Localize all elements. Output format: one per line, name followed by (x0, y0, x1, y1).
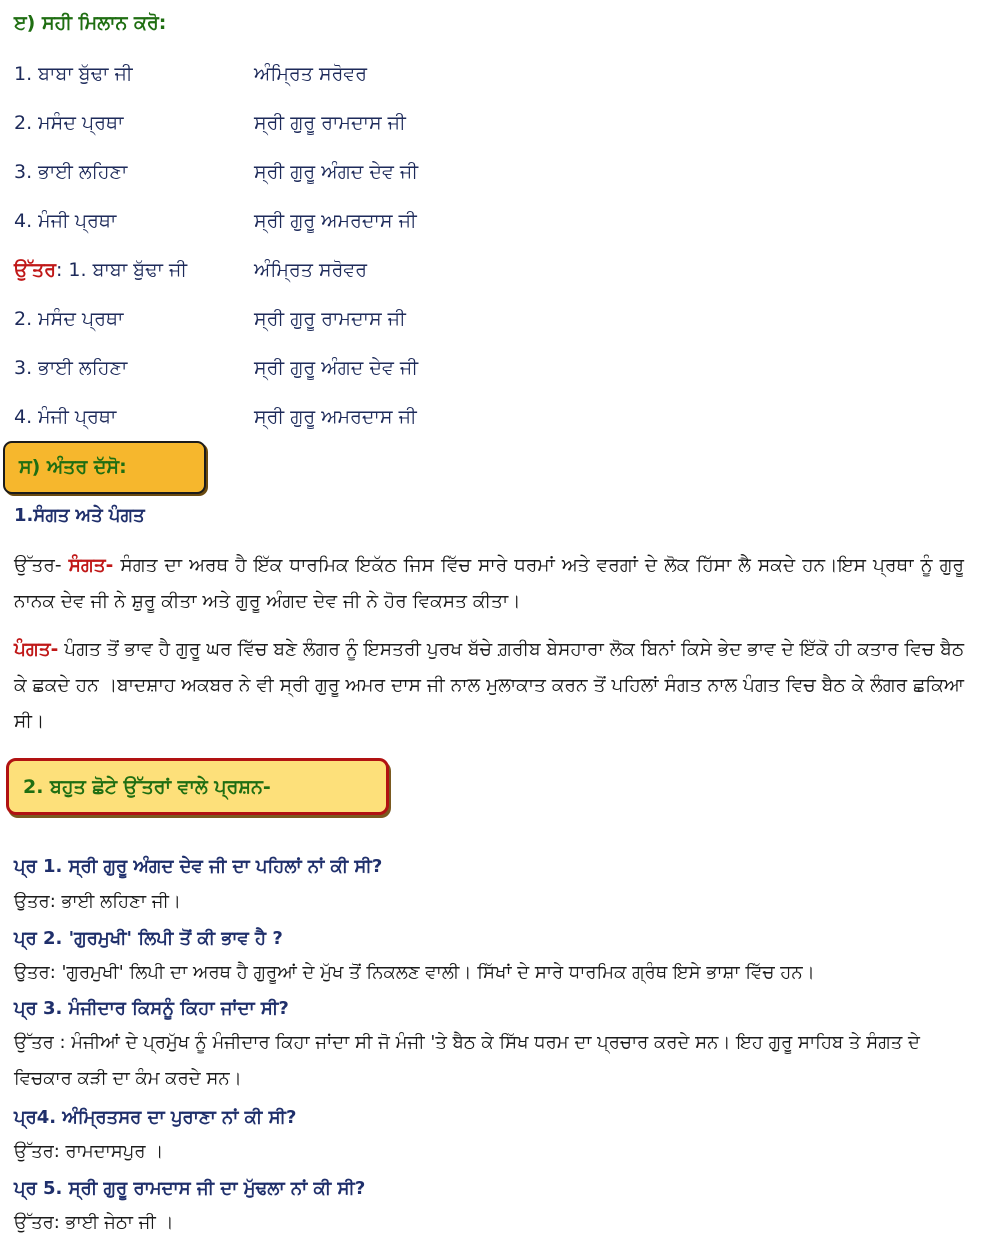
answer-right: ਅੰਮ੍ਰਿਤ ਸਰੋਵਰ (254, 259, 368, 281)
question-2: ਪ੍ਰ 2. 'ਗੁਰਮੁਖੀ' ਲਿਪੀ ਤੋਂ ਕੀ ਭਾਵ ਹੈ ? (14, 928, 283, 949)
answer-left: 2. ਮਸੰਦ ਪ੍ਰਥਾ (14, 308, 124, 330)
match-row-2 (14, 110, 406, 136)
match-right: ਅੰਮ੍ਰਿਤ ਸਰੋਵਰ (254, 63, 368, 85)
answer-right: ਸ੍ਰੀ ਗੁਰੂ ਅੰਗਦ ਦੇਵ ਜੀ (254, 357, 419, 379)
match-row-4 (14, 208, 417, 234)
sangat-prefix: ਉੱਤਰ- (14, 555, 69, 576)
answer-2: ਉਤਰ: 'ਗੁਰਮੁਖੀ' ਲਿਪੀ ਦਾ ਅਰਥ ਹੈ ਗੁਰੂਆਂ ਦੇ ਮੁੱਖ ਤੋਂ ਨਿਕਲਣ ਵਾਲੀ। ਸਿੱਖਾਂ ਦੇ ਸਾਰੇ ਧਾਰਮਿਕ ਗ੍ਰੰਥ ਇਸੇ ਭਾਸ਼ਾ ਵਿੱਚ ਹਨ। (14, 962, 815, 983)
answer-left: 3. ਭਾਈ ਲਹਿਣਾ (14, 357, 128, 379)
section-s-heading: ਸ) ਅੰਤਰ ਦੱਸੋ: (19, 456, 127, 478)
answer-row-4 (14, 404, 417, 430)
pangat-text: ਪੰਗਤ ਤੋਂ ਭਾਵ ਹੈ ਗੁਰੂ ਘਰ ਵਿੱਚ ਬਣੇ ਲੰਗਰ ਨੂੰ ਇਸਤਰੀ ਪੁਰਖ ਬੱਚੇ ਗ਼ਰੀਬ ਬੇਸਹਾਰਾ ਲੋਕ ਬਿਨਾਂ ਕਿਸੇ ਭੇਦ ਭਾਵ ਦੇ ਇੱਕੋ ਹੀ ਕਤਾਰ ਵਿਚ ਬੈਠ ਕੇ ਛਕਦੇ ਹਨ ।ਬਾਦਸ਼ਾਹ ਅਕਬਰ ਨੇ ਵੀ ਸ੍ਰੀ ਗੁਰੂ ਅਮਰ ਦਾਸ ਜੀ ਨਾਲ ਮੁਲਾਕਾਤ ਕਰਨ ਤੋਂ ਪਹਿਲਾਂ ਸੰਗਤ ਨਾਲ ਪੰਗਤ ਵਿਚ ਬੈਠ ਕੇ ਲੰਗਰ ਛਕਿਆ ਸੀ। (14, 639, 964, 732)
match-row-1 (14, 61, 368, 87)
answer-3: ਉੱਤਰ : ਮੰਜੀਆਂ ਦੇ ਪ੍ਰਮੁੱਖ ਨੂੰ ਮੰਜੀਦਾਰ ਕਿਹਾ ਜਾਂਦਾ ਸੀ ਜੋ ਮੰਜੀ 'ਤੇ ਬੈਠ ਕੇ ਸਿੱਖ ਧਰਮ ਦਾ ਪ੍ਰਚਾਰ ਕਰਦੇ ਸਨ। ਇਹ ਗੁਰੂ ਸਾਹਿਬ ਤੇ ਸੰਗਤ ਦੇ ਵਿਚਕਾਰ ਕੜੀ ਦਾ ਕੰਮ ਕਰਦੇ ਸਨ। (14, 1032, 920, 1089)
match-left: 3. ਭਾਈ ਲਹਿਣਾ (14, 161, 128, 183)
answer-row-1 (14, 257, 368, 283)
match-right: ਸ੍ਰੀ ਗੁਰੂ ਅਮਰਦਾਸ ਜੀ (254, 210, 417, 232)
pangat-term: ਪੰਗਤ- (14, 639, 59, 660)
answer-5: ਉੱਤਰ: ਭਾਈ ਜੇਠਾ ਜੀ । (14, 1212, 174, 1233)
match-right: ਸ੍ਰੀ ਗੁਰੂ ਰਾਮਦਾਸ ਜੀ (254, 112, 406, 134)
pangat-paragraph (14, 632, 964, 740)
answer-left: 4. ਮੰਜੀ ਪ੍ਰਥਾ (14, 406, 117, 428)
match-right: ਸ੍ਰੀ ਗੁਰੂ ਅੰਗਦ ਦੇਵ ਜੀ (254, 161, 419, 183)
answer-4: ਉੱਤਰ: ਰਾਮਦਾਸਪੁਰ । (14, 1141, 164, 1162)
section-2-heading-box (6, 758, 389, 815)
section-s-subheading: 1.ਸੰਗਤ ਅਤੇ ਪੰਗਤ (14, 505, 145, 526)
section-2-heading: 2. ਬਹੁਤ ਛੋਟੇ ਉੱਤਰਾਂ ਵਾਲੇ ਪ੍ਰਸ਼ਨ- (23, 776, 271, 798)
answer-left: : 1. ਬਾਬਾ ਬੁੱਢਾ ਜੀ (55, 259, 188, 281)
answer-label: ਉੱਤਰ (14, 259, 56, 281)
sangat-text: ਸੰਗਤ ਦਾ ਅਰਥ ਹੈ ਇੱਕ ਧਾਰਮਿਕ ਇਕੱਠ ਜਿਸ ਵਿੱਚ ਸਾਰੇ ਧਰਮਾਂ ਅਤੇ ਵਰਗਾਂ ਦੇ ਲੋਕ ਹਿੱਸਾ ਲੈ ਸਕਦੇ ਹਨ।ਇਸ ਪ੍ਰਥਾ ਨੂੰ ਗੁਰੂ ਨਾਨਕ ਦੇਵ ਜੀ ਨੇ ਸ਼ੁਰੂ ਕੀਤਾ ਅਤੇ ਗੁਰੂ ਅੰਗਦ ਦੇਵ ਜੀ ਨੇ ਹੋਰ ਵਿਕਸਤ ਕੀਤਾ। (14, 555, 964, 612)
section-s-heading-box (3, 441, 206, 494)
match-left: 2. ਮਸੰਦ ਪ੍ਰਥਾ (14, 112, 124, 134)
answer-row-3 (14, 355, 419, 381)
answer-right: ਸ੍ਰੀ ਗੁਰੂ ਅਮਰਦਾਸ ਜੀ (254, 406, 417, 428)
section-e-heading: ੲ) ਸਹੀ ਮਿਲਾਨ ਕਰੋ: (14, 12, 167, 34)
match-left: 1. ਬਾਬਾ ਬੁੱਢਾ ਜੀ (14, 63, 133, 85)
match-left: 4. ਮੰਜੀ ਪ੍ਰਥਾ (14, 210, 117, 232)
match-row-3 (14, 159, 419, 185)
answer-1: ਉਤਰ: ਭਾਈ ਲਹਿਣਾ ਜੀ। (14, 891, 181, 912)
answer-right: ਸ੍ਰੀ ਗੁਰੂ ਰਾਮਦਾਸ ਜੀ (254, 308, 406, 330)
answer-row-2 (14, 306, 406, 332)
question-5: ਪ੍ਰ 5. ਸ੍ਰੀ ਗੁਰੂ ਰਾਮਦਾਸ ਜੀ ਦਾ ਮੁੱਢਲਾ ਨਾਂ ਕੀ ਸੀ? (14, 1178, 366, 1199)
question-4: ਪ੍ਰ4. ਅੰਮ੍ਰਿਤਸਰ ਦਾ ਪੁਰਾਣਾ ਨਾਂ ਕੀ ਸੀ? (14, 1107, 297, 1128)
question-3: ਪ੍ਰ 3. ਮੰਜੀਦਾਰ ਕਿਸਨੂੰ ਕਿਹਾ ਜਾਂਦਾ ਸੀ? (14, 998, 289, 1019)
question-1: ਪ੍ਰ 1. ਸ੍ਰੀ ਗੁਰੂ ਅੰਗਦ ਦੇਵ ਜੀ ਦਾ ਪਹਿਲਾਂ ਨਾਂ ਕੀ ਸੀ? (14, 856, 383, 877)
sangat-paragraph (14, 548, 964, 620)
sangat-term: ਸੰਗਤ- (68, 555, 114, 576)
